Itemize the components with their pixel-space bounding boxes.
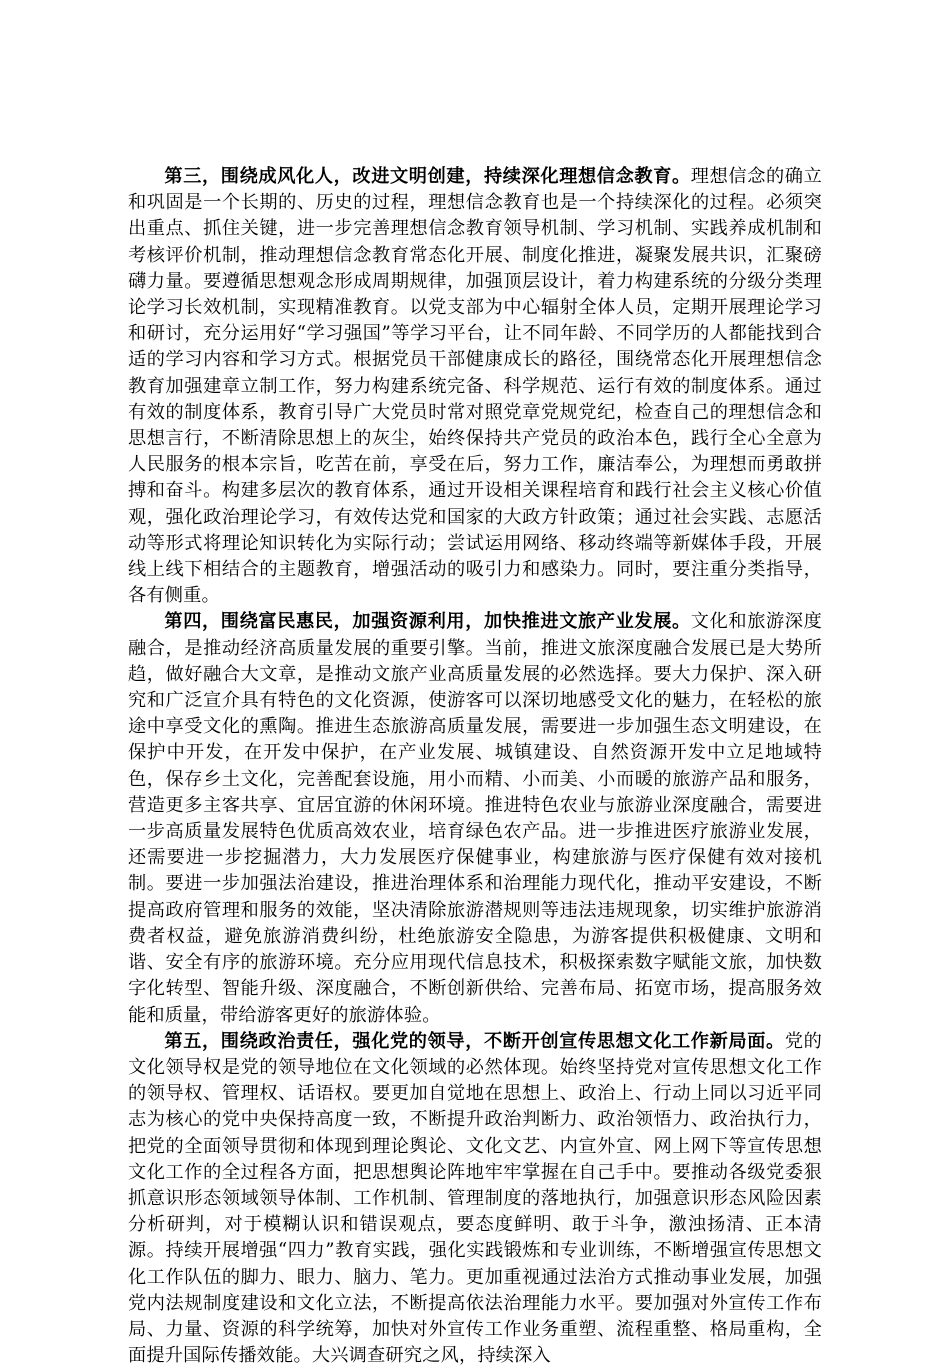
paragraph-third <box>128 164 822 609</box>
paragraph-fourth-heading: 第四，围绕富民惠民，加强资源利用，加快推进文旅产业发展。 <box>164 611 691 633</box>
paragraph-fifth-body: 党的文化领导权是党的领导地位在文化领域的必然体现。始终坚持党对宣传思想文化工作的领导权、管理权、话语权。要更加自觉地在思想上、政治上、行动上同以习近平同志为核心的党中央保持高度一致，不断提升政治判断力、政治领悟力、政治执行力，把党的全面领导贯彻和体现到理论舆论、文化文艺、内宣外宣、网上网下等宣传思想文化工作的全过程各方面，把思想舆论阵地牢牢掌握在自己手中。要推动各级党委狠抓意识形态领域领导体制、工作机制、管理制度的落地执行，加强意识形态风险因素分析研判，对于模糊认识和错误观点，要态度鲜明、敢于斗争，激浊扬清、正本清源。持续开展增强“四力”教育实践，强化实践锻炼和专业训练，不断增强宣传思想文化工作队伍的脚力、眼力、脑力、笔力。更加重视通过法治方式推动事业发展，加强党内法规制度建设和文化立法，不断提高依法治理能力水平。要加强对外宣传工作布局、力量、资源的科学统筹，加快对外宣传工作业务重塑、流程重整、格局重构，全面提升国际传播效能。大兴调查研究之风，持续深入 <box>128 1030 823 1367</box>
paragraph-fifth-heading: 第五，围绕政治责任，强化党的领导，不断开创宣传思想文化工作新局面。 <box>164 1030 785 1052</box>
paragraph-third-body: 理想信念的确立和巩固是一个长期的、历史的过程，理想信念教育也是一个持续深化的过程。必须突出重点、抓住关键，进一步完善理想信念教育领导机制、学习机制、实践养成机制和考核评价机制，推动理想信念教育常态化开展、制度化推进，凝聚发展共识，汇聚磅礴力量。要遵循思想观念形成周期规律，加强顶层设计，着力构建系统的分级分类理论学习长效机制，实现精准教育。以党支部为中心辐射全体人员，定期开展理论学习和研讨，充分运用好“学习强国”等学习平台，让不同年龄、不同学历的人都能找到合适的学习内容和学习方式。根据党员干部健康成长的路径，围绕常态化开展理想信念教育加强建章立制工作，努力构建系统完备、科学规范、运行有效的制度体系。通过有效的制度体系，教育引导广大党员时常对照党章党规党纪，检查自己的理想信念和思想言行，不断清除思想上的灰尘，始终保持共产党员的政治本色，践行全心全意为人民服务的根本宗旨，吃苦在前，享受在后，努力工作，廉洁奉公，为理想而勇敢拼搏和奋斗。构建多层次的教育体系，通过开设相关课程培育和践行社会主义核心价值观，强化政治理论学习，有效传达党和国家的大政方针政策；通过社会实践、志愿活动等形式将理论知识转化为实际行动；尝试运用网络、移动终端等新媒体手段，开展线上线下相结合的主题教育，增强活动的吸引力和感染力。同时，要注重分类指导，各有侧重。 <box>128 166 822 607</box>
paragraph-fifth <box>128 1029 822 1369</box>
paragraph-third-heading: 第三，围绕成风化人，改进文明创建，持续深化理想信念教育。 <box>164 166 691 187</box>
paragraph-fourth-body: 文化和旅游深度融合，是推动经济高质量发展的重要引擎。当前，推进文旅深度融合发展已是大势所趋，做好融合大文章，是推动文旅产业高质量发展的必然选择。要大力保护、深入研究和广泛宣介具有特色的文化资源，使游客可以深切地感受文化的魅力，在轻松的旅途中享受文化的熏陶。推进生态旅游高质量发展，需要进一步加强生态文明建设，在保护中开发，在开发中保护，在产业发展、城镇建设、自然资源开发中立足地域特色，保存乡土文化，完善配套设施，用小而精、小而美、小而暖的旅游产品和服务，营造更多主客共享、宜居宜游的休闲环境。推进特色农业与旅游业深度融合，需要进一步高质量发展特色优质高效农业，培育绿色农产品。进一步推进医疗旅游业发展，还需要进一步挖掘潜力，大力发展医疗保健事业，构建旅游与医疗保健有效对接机制。要进一步加强法治建设，推进治理体系和治理能力现代化，推动平安建设，不断提高政府管理和服务的效能，坚决清除旅游潜规则等违法违规现象，切实维护旅游消费者权益，避免旅游消费纠纷，杜绝旅游安全隐患，为游客提供积极健康、文明和谐、安全有序的旅游环境。充分应用现代信息技术，积极探索数字赋能文旅，加快数字化转型、智能升级、深度融合，不断创新供给、完善布局、拓宽市场，提高服务效能和质量，带给游客更好的旅游体验。 <box>128 611 822 1026</box>
paragraph-fourth <box>128 609 822 1028</box>
